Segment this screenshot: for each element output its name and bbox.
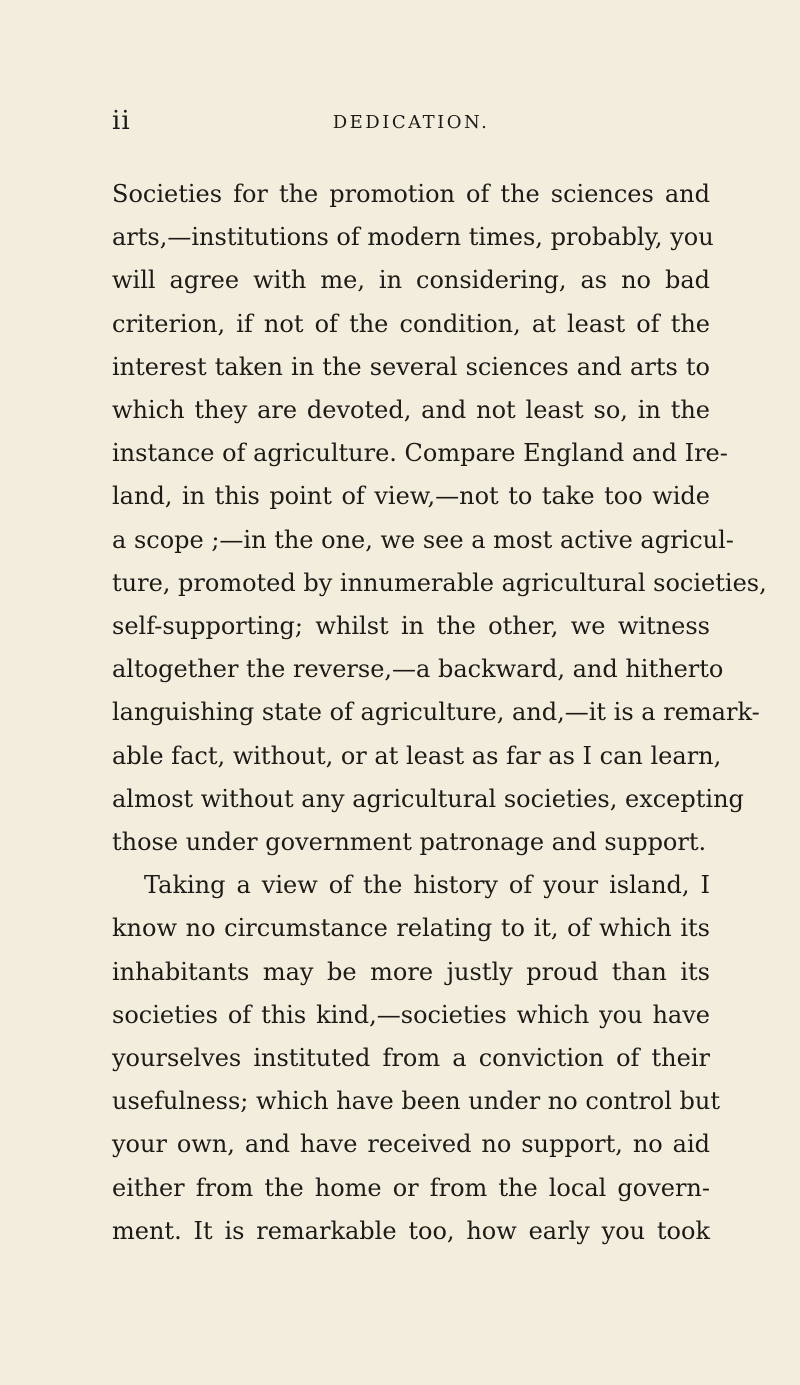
text-line: arts,—institutions of modern times, probably, you <box>112 223 714 252</box>
text-line: languishing state of agriculture, and,—it is a remark- <box>112 698 760 727</box>
text-line: which they are devoted, and not least so, in the <box>112 396 710 425</box>
text-line: inhabitants may be more justly proud than its <box>112 957 710 986</box>
text-line: criterion, if not of the condition, at least of the <box>112 309 710 338</box>
text-line: ment. It is remarkable too, how early you took <box>112 1216 710 1245</box>
text-line: will agree with me, in considering, as no bad <box>112 266 710 295</box>
text-line: altogether the reverse,—a backward, and hitherto <box>112 655 724 684</box>
text-line: Taking a view of the history of your island, I <box>144 871 710 900</box>
text-line: societies of this kind,—societies which you have <box>112 1000 710 1029</box>
text-line: almost without any agricultural societies, excepting <box>112 784 744 813</box>
page-number: ii <box>112 106 131 136</box>
text-line: yourselves instituted from a conviction of their <box>112 1044 710 1073</box>
text-line: Societies for the promotion of the sciences and <box>112 180 710 208</box>
text-line: self-supporting; whilst in the other, we witness <box>112 612 710 641</box>
text-line: know no circumstance relating to it, of which its <box>112 914 710 943</box>
text-line: either from the home or from the local govern- <box>112 1173 710 1202</box>
text-line: instance of agriculture. Compare England and Ire- <box>112 439 728 468</box>
text-line: interest taken in the several sciences and arts to <box>112 352 710 381</box>
body-text <box>112 173 767 1253</box>
text-line: your own, and have received no support, no aid <box>112 1130 710 1159</box>
text-line: those under government patronage and support. <box>112 828 707 857</box>
text-line: able fact, without, or at least as far as I can learn, <box>112 741 722 770</box>
text-line: a scope ;—in the one, we see a most active agricul- <box>112 525 734 554</box>
page-header <box>112 106 710 146</box>
text-line: ture, promoted by innumerable agricultural societies, <box>112 568 767 597</box>
text-line: land, in this point of view,—not to take too wide <box>112 482 710 511</box>
running-head: DEDICATION. <box>332 112 490 133</box>
text-line: usefulness; which have been under no control but <box>112 1087 721 1116</box>
